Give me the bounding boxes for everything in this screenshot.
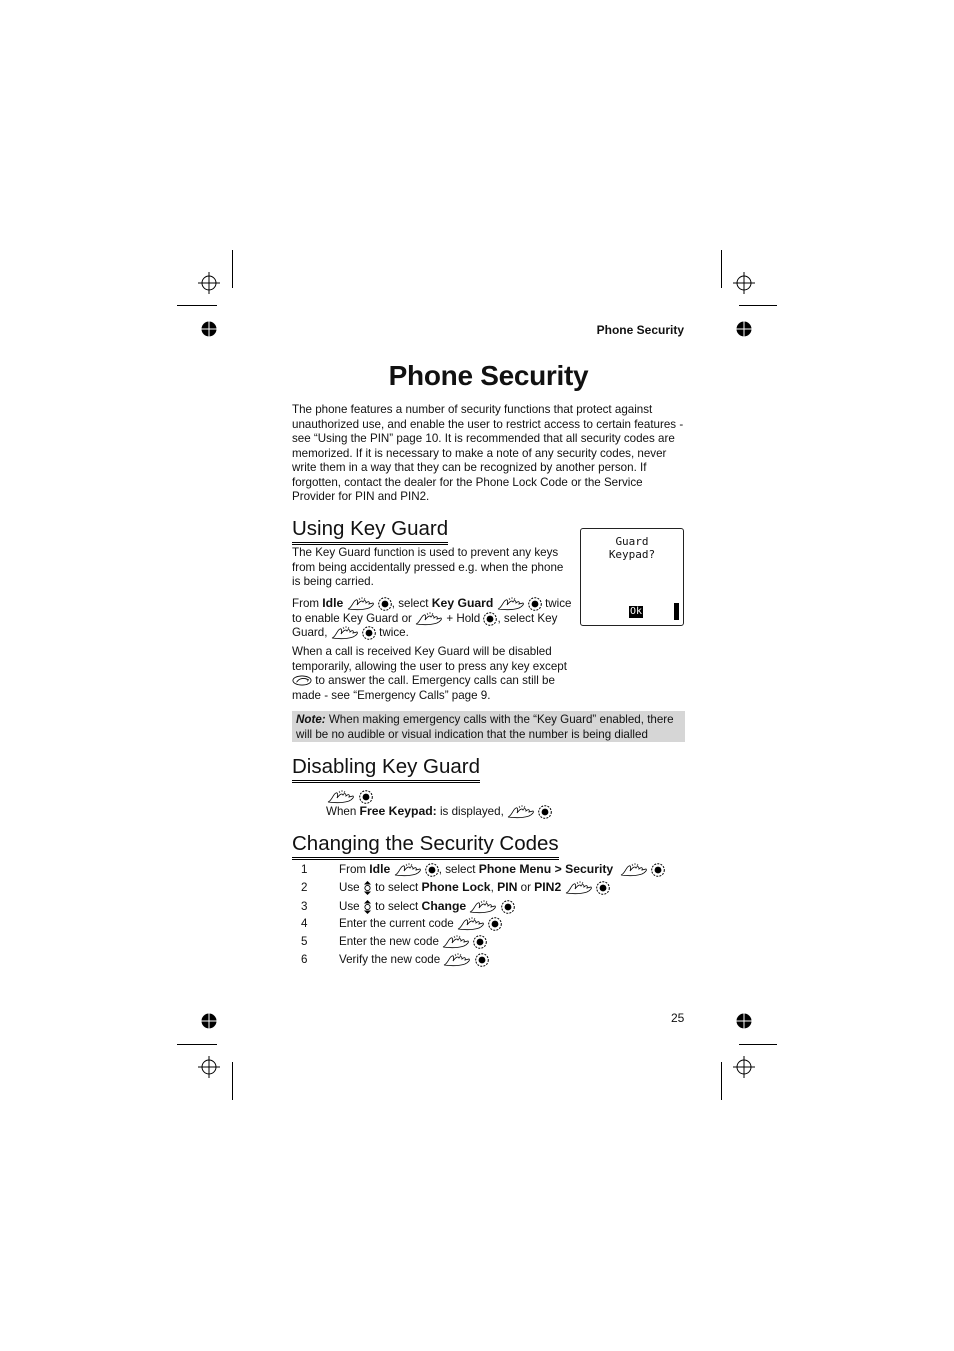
registration-dot-icon: [736, 1013, 752, 1029]
page-number: 25: [671, 1011, 685, 1025]
crop-line: [232, 1062, 233, 1100]
list-item: 3 Use to select Change: [296, 897, 665, 915]
press-key-icon: [415, 612, 443, 626]
disable-instruction: When Free Keypad: is displayed,: [326, 804, 552, 820]
navigation-key-icon: [651, 863, 665, 877]
press-key-icon: [347, 597, 375, 611]
screen-line-2: Keypad?: [608, 548, 656, 561]
press-key-icon: [497, 597, 525, 611]
navigation-key-icon: [488, 917, 502, 931]
press-key-icon: [507, 805, 535, 819]
registration-dot-icon: [201, 1013, 217, 1029]
registration-dot-icon: [201, 321, 217, 337]
crop-line: [177, 1044, 217, 1045]
intro-paragraph: The phone features a number of security functions that protect against unauthorized use, and enable the user to restrict access to certain features - see “Using the PIN” page 10. It is recommended that all security codes are memorized. If it is necessary to make a note of any security codes, never write them in a way that they can be recognized by another person. If forgotten, contact the dealer for the Phone Lock Code or the Service Provider for PIN and PIN2.: [292, 403, 684, 503]
press-key-icon: [394, 863, 422, 877]
registration-mark-icon: [733, 272, 755, 294]
crop-line: [721, 250, 722, 288]
list-item: 2 Use to select Phone Lock, PIN or PIN2: [296, 878, 665, 896]
navigation-key-icon: [501, 900, 515, 914]
list-item: 1 From Idle , select Phone Menu > Security: [296, 860, 665, 878]
crop-line: [721, 1062, 722, 1100]
navigation-key-icon: [596, 881, 610, 895]
note-text: When making emergency calls with the “Key Guard” enabled, there will be no audible or visual indication that the number is being dialled: [296, 713, 674, 741]
section-heading-using-key-guard: Using Key Guard: [292, 517, 448, 545]
key-guard-instructions: From Idle , select Key Guard twice to enable Key Guard or + Hold , select Key Guard, twice.: [292, 596, 572, 640]
navigation-key-icon: [538, 805, 552, 819]
navigation-key-icon: [483, 612, 497, 626]
list-item: 4 Enter the current code: [296, 915, 665, 933]
up-down-key-icon: [363, 900, 372, 914]
registration-mark-icon: [198, 272, 220, 294]
list-item: 6 Verify the new code: [296, 951, 665, 969]
registration-mark-icon: [198, 1056, 220, 1078]
navigation-key-icon: [359, 790, 373, 804]
note-box: [292, 711, 685, 742]
crop-line: [177, 305, 217, 306]
press-key-icon: [443, 953, 471, 967]
screen-line-1: Guard: [615, 535, 649, 548]
navigation-key-icon: [475, 953, 489, 967]
security-code-steps: [296, 860, 665, 970]
registration-mark-icon: [733, 1056, 755, 1078]
section-heading-disabling-key-guard: Disabling Key Guard: [292, 755, 480, 783]
press-key-icon: [620, 863, 648, 877]
crop-line: [739, 1044, 777, 1045]
note-label: Note:: [296, 713, 326, 726]
page-title: Phone Security: [388, 360, 589, 391]
screen-softkey-ok: Ok: [630, 606, 643, 617]
press-key-icon: [565, 881, 593, 895]
navigation-key-icon: [473, 935, 487, 949]
list-item: 5 Enter the new code: [296, 933, 665, 951]
section-heading-changing-security-codes: Changing the Security Codes: [292, 832, 559, 860]
navigation-key-icon: [362, 626, 376, 640]
navigation-key-icon: [528, 597, 542, 611]
press-key-icon: [327, 790, 355, 804]
press-key-icon: [469, 900, 497, 914]
up-down-key-icon: [363, 881, 372, 895]
navigation-key-icon: [378, 597, 392, 611]
key-guard-call-info: When a call is received Key Guard will be disabled temporarily, allowing the user to press any key except to answer the call. Emergency calls can still be made - see “Emergency Calls” page 9.: [292, 645, 567, 702]
navigation-key-icon: [425, 863, 439, 877]
key-guard-description: The Key Guard function is used to prevent any keys from being accidentally pressed e.g. when the phone is being carried.: [292, 546, 564, 588]
press-key-icon: [457, 917, 485, 931]
screen-scrollbar: [674, 603, 679, 620]
running-header: Phone Security: [596, 323, 684, 337]
press-key-icon: [442, 935, 470, 949]
crop-line: [739, 305, 777, 306]
registration-dot-icon: [736, 321, 752, 337]
press-key-icon: [331, 626, 359, 640]
crop-line: [232, 250, 233, 288]
phone-display-screen: [580, 528, 684, 626]
call-key-icon: [292, 675, 312, 686]
